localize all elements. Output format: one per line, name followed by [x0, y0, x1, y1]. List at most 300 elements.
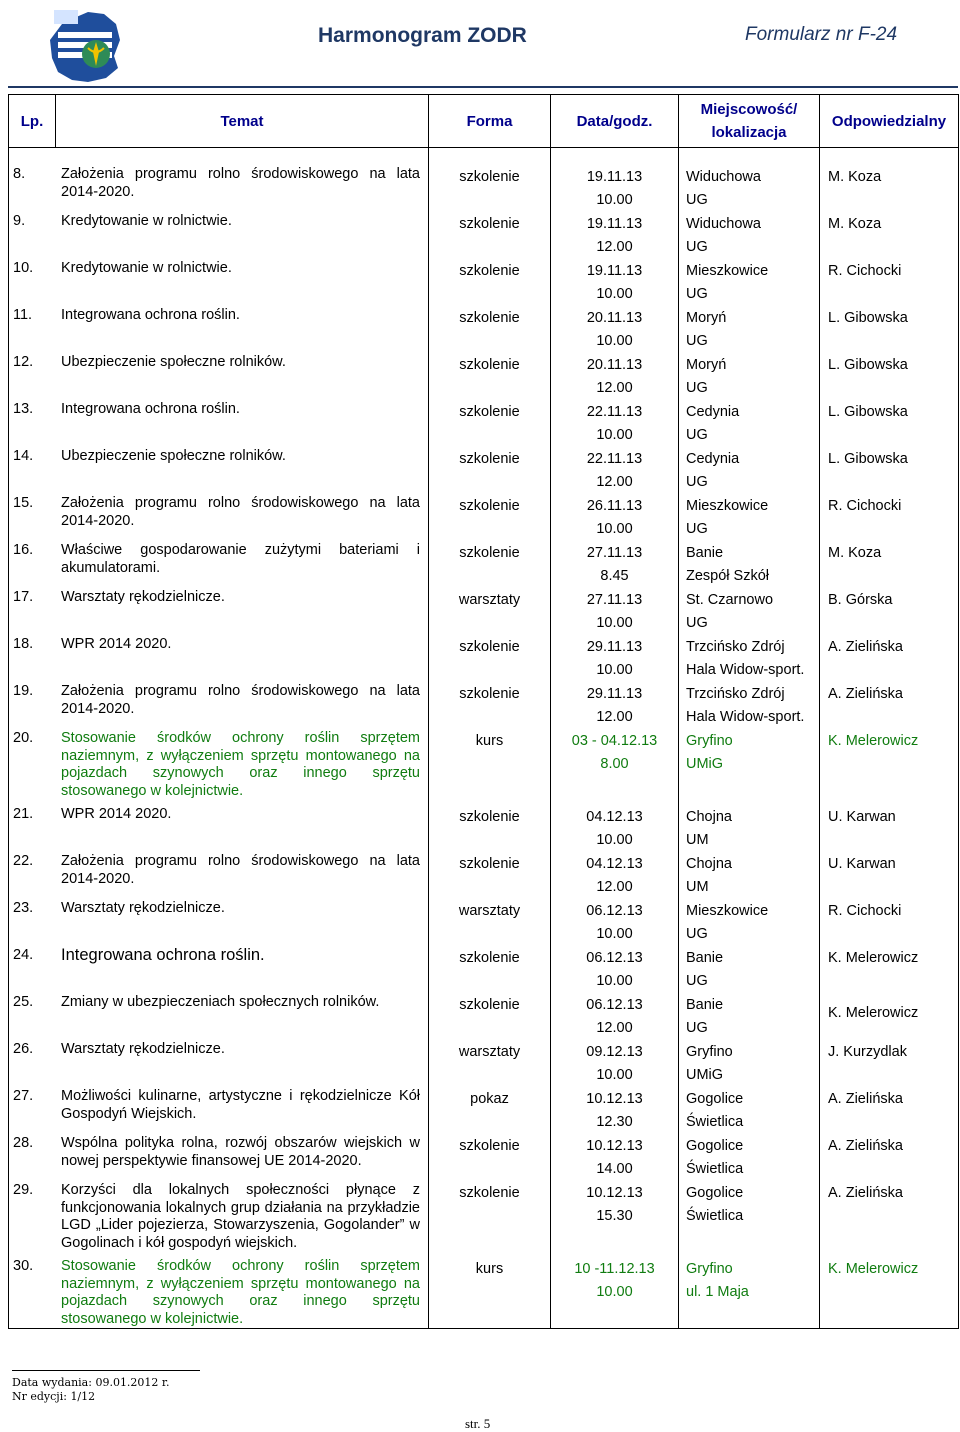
- place: Banie: [686, 545, 724, 561]
- cell-forma: [429, 1258, 551, 1329]
- cell-odpowiedzialny: [820, 806, 959, 853]
- column-header-temat: Temat: [56, 95, 429, 148]
- topic-text: Założenia programu rolno środowiskowego na lata 2014-2020.: [61, 495, 420, 529]
- place: Mieszkowice: [686, 263, 769, 279]
- time: 14.00: [596, 1161, 633, 1177]
- cell-data: [551, 1135, 679, 1182]
- cell-miejscowosc: [679, 354, 820, 401]
- form-type: szkolenie: [459, 809, 520, 825]
- form-type: szkolenie: [459, 169, 520, 185]
- column-header-odpowiedzialny: Odpowiedzialny: [820, 95, 959, 148]
- cell-miejscowosc: [679, 589, 820, 636]
- column-header-lp: Lp.: [9, 95, 56, 148]
- cell-data: [551, 1088, 679, 1135]
- cell-miejscowosc: [679, 1182, 820, 1258]
- time: 10.00: [596, 973, 633, 989]
- topic-text: Kredytowanie w rolnictwie.: [61, 260, 232, 276]
- cell-temat: [9, 1041, 429, 1088]
- odr-emblem-icon: [44, 6, 124, 86]
- responsible-person: K. Melerowicz: [828, 950, 919, 966]
- cell-odpowiedzialny: [820, 401, 959, 448]
- responsible-person: U. Karwan: [828, 809, 896, 825]
- issue-date: Data wydania: 09.01.2012 r.: [12, 1376, 170, 1389]
- cell-temat: [9, 1182, 429, 1258]
- row-number: 22.: [13, 853, 34, 869]
- row-number: 20.: [13, 730, 34, 746]
- cell-forma: [429, 260, 551, 307]
- table-row: [9, 448, 959, 495]
- time: 12.30: [596, 1114, 633, 1130]
- row-number: 30.: [13, 1258, 34, 1274]
- place: Cedynia: [686, 451, 740, 467]
- cell-data: [551, 448, 679, 495]
- time: 12.00: [596, 239, 633, 255]
- row-number: 29.: [13, 1182, 34, 1198]
- form-number: Formularz nr F-24: [745, 24, 898, 45]
- form-type: kurs: [475, 733, 504, 749]
- cell-odpowiedzialny: [820, 260, 959, 307]
- form-type: szkolenie: [459, 357, 520, 373]
- form-type: szkolenie: [459, 1138, 520, 1154]
- form-type: warsztaty: [458, 592, 521, 608]
- cell-data: [551, 589, 679, 636]
- cell-temat: [9, 448, 429, 495]
- cell-temat: [9, 166, 429, 213]
- cell-forma: [429, 730, 551, 806]
- cell-odpowiedzialny: [820, 853, 959, 900]
- time: 10.00: [596, 832, 633, 848]
- footer-divider: [12, 1370, 200, 1371]
- cell-forma: [429, 495, 551, 542]
- cell-forma: [429, 401, 551, 448]
- table-row: [9, 213, 959, 260]
- place: Chojna: [686, 856, 732, 872]
- date: 10.12.13: [586, 1185, 643, 1201]
- schedule-table: [8, 94, 959, 1329]
- cell-odpowiedzialny: [820, 730, 959, 806]
- form-type: szkolenie: [459, 686, 520, 702]
- cell-data: [551, 401, 679, 448]
- row-number: 10.: [13, 260, 34, 276]
- place: St. Czarnowo: [686, 592, 774, 608]
- cell-data: [551, 495, 679, 542]
- topic-text: Ubezpieczenie społeczne rolników.: [61, 354, 286, 370]
- date: 26.11.13: [586, 498, 643, 514]
- cell-temat: [9, 806, 429, 853]
- topic-text: Ubezpieczenie społeczne rolników.: [61, 448, 286, 464]
- cell-forma: [429, 213, 551, 260]
- topic-text: Korzyści dla lokalnych społeczności płynące z funkcjonowania lokalnych grup działania na przykładzie LGD „Lider pojezierza, Stowarzyszenia, Gogolander” w Gogolinach i kół gospodyń wiejskich.: [61, 1182, 420, 1251]
- time: 10.00: [596, 1067, 633, 1083]
- cell-data: [551, 1182, 679, 1258]
- venue: UG: [686, 380, 708, 396]
- time: 10.00: [596, 333, 633, 349]
- cell-data: [551, 354, 679, 401]
- responsible-person: A. Zielińska: [828, 639, 903, 655]
- venue: UG: [686, 926, 708, 942]
- cell-forma: [429, 166, 551, 213]
- row-number: 17.: [13, 589, 34, 605]
- row-number: 13.: [13, 401, 34, 417]
- cell-miejscowosc: [679, 1088, 820, 1135]
- topic-text: Założenia programu rolno środowiskowego na lata 2014-2020.: [61, 683, 420, 717]
- topic-text: Kredytowanie w rolnictwie.: [61, 213, 232, 229]
- venue: UG: [686, 427, 708, 443]
- cell-miejscowosc: [679, 730, 820, 806]
- cell-data: [551, 994, 679, 1041]
- time: 10.00: [596, 1284, 633, 1300]
- column-header-data: Data/godz.: [551, 95, 679, 148]
- cell-odpowiedzialny: [820, 1258, 959, 1329]
- time: 8.00: [600, 756, 629, 772]
- table-row: [9, 683, 959, 730]
- topic-text: Integrowana ochrona roślin.: [61, 307, 240, 323]
- cell-forma: [429, 354, 551, 401]
- cell-odpowiedzialny: [820, 166, 959, 213]
- cell-temat: [9, 260, 429, 307]
- topic-text: Warsztaty rękodzielnicze.: [61, 900, 225, 916]
- place: Widuchowa: [686, 169, 761, 185]
- form-type: szkolenie: [459, 451, 520, 467]
- place: Gryfino: [686, 1261, 733, 1277]
- table-row: [9, 166, 959, 213]
- cell-data: [551, 900, 679, 947]
- form-type: szkolenie: [459, 997, 520, 1013]
- row-number: 18.: [13, 636, 34, 652]
- cell-temat: [9, 730, 429, 806]
- place: Gogolice: [686, 1091, 744, 1107]
- cell-forma: [429, 636, 551, 683]
- table-row: [9, 947, 959, 994]
- cell-temat: [9, 1088, 429, 1135]
- cell-data: [551, 307, 679, 354]
- cell-odpowiedzialny: [820, 307, 959, 354]
- table-body: [9, 148, 959, 1329]
- responsible-person: R. Cichocki: [828, 263, 902, 279]
- table-row: [9, 307, 959, 354]
- time: 10.00: [596, 615, 633, 631]
- page-number: str. 5: [465, 1416, 491, 1431]
- topic-text: Warsztaty rękodzielnicze.: [61, 589, 225, 605]
- header-divider: [8, 86, 958, 88]
- cell-odpowiedzialny: [820, 683, 959, 730]
- responsible-person: L. Gibowska: [828, 404, 908, 420]
- place: Cedynia: [686, 404, 740, 420]
- row-number: 9.: [13, 213, 26, 229]
- table-row: [9, 589, 959, 636]
- responsible-person: L. Gibowska: [828, 451, 908, 467]
- cell-forma: [429, 542, 551, 589]
- form-type: szkolenie: [459, 498, 520, 514]
- cell-odpowiedzialny: [820, 589, 959, 636]
- cell-forma: [429, 1135, 551, 1182]
- cell-miejscowosc: [679, 1258, 820, 1329]
- date: 29.11.13: [586, 686, 643, 702]
- cell-miejscowosc: [679, 806, 820, 853]
- time: 12.00: [596, 1020, 633, 1036]
- table-row: [9, 1182, 959, 1258]
- form-type: szkolenie: [459, 856, 520, 872]
- place: Chojna: [686, 809, 732, 825]
- topic-text: Integrowana ochrona roślin.: [61, 401, 240, 417]
- date: 20.11.13: [586, 357, 643, 373]
- column-header-forma: Forma: [429, 95, 551, 148]
- responsible-person: R. Cichocki: [828, 498, 902, 514]
- place: Widuchowa: [686, 216, 761, 232]
- date: 20.11.13: [586, 310, 643, 326]
- cell-miejscowosc: [679, 683, 820, 730]
- date: 22.11.13: [586, 404, 643, 420]
- place: Banie: [686, 997, 724, 1013]
- cell-odpowiedzialny: [820, 636, 959, 683]
- cell-odpowiedzialny: [820, 994, 959, 1041]
- place: Banie: [686, 950, 724, 966]
- date: 06.12.13: [586, 903, 643, 919]
- time: 10.00: [596, 427, 633, 443]
- row-number: 15.: [13, 495, 34, 511]
- cell-miejscowosc: [679, 947, 820, 994]
- cell-odpowiedzialny: [820, 1041, 959, 1088]
- cell-forma: [429, 1088, 551, 1135]
- responsible-person: K. Melerowicz: [828, 1261, 919, 1277]
- cell-miejscowosc: [679, 636, 820, 683]
- responsible-person: A. Zielińska: [828, 1185, 903, 1201]
- venue: UMiG: [686, 756, 724, 772]
- topic-text: Wspólna polityka rolna, rozwój obszarów wiejskich w nowej perspektywie finansowej UE 2014-2020.: [61, 1135, 420, 1169]
- cell-miejscowosc: [679, 900, 820, 947]
- cell-odpowiedzialny: [820, 213, 959, 260]
- venue: UG: [686, 615, 708, 631]
- cell-forma: [429, 589, 551, 636]
- row-number: 14.: [13, 448, 34, 464]
- cell-odpowiedzialny: [820, 542, 959, 589]
- cell-temat: [9, 853, 429, 900]
- cell-data: [551, 1041, 679, 1088]
- cell-miejscowosc: [679, 307, 820, 354]
- cell-odpowiedzialny: [820, 1135, 959, 1182]
- cell-temat: [9, 683, 429, 730]
- date: 04.12.13: [586, 856, 643, 872]
- place: Trzcińsko Zdrój: [686, 639, 785, 655]
- time: 12.00: [596, 879, 633, 895]
- venue: UM: [686, 832, 709, 848]
- responsible-person: K. Melerowicz: [828, 1005, 919, 1021]
- venue: UG: [686, 239, 708, 255]
- cell-temat: [9, 947, 429, 994]
- cell-forma: [429, 1182, 551, 1258]
- table-row: [9, 730, 959, 806]
- responsible-person: M. Koza: [828, 545, 882, 561]
- row-number: 11.: [13, 307, 33, 323]
- date: 29.11.13: [586, 639, 643, 655]
- topic-text: Warsztaty rękodzielnicze.: [61, 1041, 225, 1057]
- cell-miejscowosc: [679, 401, 820, 448]
- table-row: [9, 542, 959, 589]
- form-type: warsztaty: [458, 1044, 521, 1060]
- topic-text: Założenia programu rolno środowiskowego na lata 2014-2020.: [61, 166, 420, 200]
- topic-text: Założenia programu rolno środowiskowego na lata 2014-2020.: [61, 853, 420, 887]
- responsible-person: L. Gibowska: [828, 357, 908, 373]
- venue: Świetlica: [686, 1208, 744, 1224]
- cell-miejscowosc: [679, 495, 820, 542]
- cell-forma: [429, 683, 551, 730]
- table-row: [9, 994, 959, 1041]
- place: Mieszkowice: [686, 498, 769, 514]
- date: 10 -11.12.13: [574, 1261, 655, 1277]
- date: 27.11.13: [586, 545, 643, 561]
- cell-miejscowosc: [679, 853, 820, 900]
- responsible-person: M. Koza: [828, 216, 882, 232]
- place: Mieszkowice: [686, 903, 769, 919]
- venue: UG: [686, 192, 708, 208]
- cell-forma: [429, 994, 551, 1041]
- time: 15.30: [596, 1208, 633, 1224]
- time: 8.45: [600, 568, 629, 584]
- cell-data: [551, 806, 679, 853]
- cell-forma: [429, 947, 551, 994]
- venue: UG: [686, 474, 708, 490]
- cell-data: [551, 683, 679, 730]
- cell-temat: [9, 589, 429, 636]
- place: Moryń: [686, 310, 727, 326]
- cell-miejscowosc: [679, 213, 820, 260]
- column-header-miejscowosc: Miejscowość/ lokalizacja: [679, 95, 820, 148]
- date: 19.11.13: [586, 216, 643, 232]
- cell-temat: [9, 1258, 429, 1329]
- cell-data: [551, 947, 679, 994]
- cell-data: [551, 542, 679, 589]
- venue: UG: [686, 333, 708, 349]
- cell-odpowiedzialny: [820, 900, 959, 947]
- topic-text: Zmiany w ubezpieczeniach społecznych rolników.: [61, 994, 380, 1010]
- row-number: 26.: [13, 1041, 34, 1057]
- cell-odpowiedzialny: [820, 947, 959, 994]
- cell-temat: [9, 495, 429, 542]
- time: 12.00: [596, 474, 633, 490]
- row-number: 12.: [13, 354, 34, 370]
- responsible-person: A. Zielińska: [828, 1138, 903, 1154]
- venue: Hala Widow-sport.: [686, 662, 805, 678]
- topic-text: Możliwości kulinarne, artystyczne i rękodzielnicze Kół Gospodyń Wiejskich.: [61, 1088, 420, 1122]
- form-type: szkolenie: [459, 216, 520, 232]
- cell-odpowiedzialny: [820, 1182, 959, 1258]
- table-row: [9, 1041, 959, 1088]
- venue: UG: [686, 521, 708, 537]
- table-row: [9, 495, 959, 542]
- cell-temat: [9, 900, 429, 947]
- responsible-person: A. Zielińska: [828, 1091, 903, 1107]
- row-number: 19.: [13, 683, 34, 699]
- cell-odpowiedzialny: [820, 1088, 959, 1135]
- venue: Hala Widow-sport.: [686, 709, 805, 725]
- row-number: 24.: [13, 947, 34, 963]
- table-row: [9, 354, 959, 401]
- row-number: 27.: [13, 1088, 34, 1104]
- table-row: [9, 853, 959, 900]
- cell-data: [551, 1258, 679, 1329]
- form-type: szkolenie: [459, 310, 520, 326]
- row-number: 23.: [13, 900, 34, 916]
- cell-temat: [9, 1135, 429, 1182]
- cell-miejscowosc: [679, 994, 820, 1041]
- form-type: szkolenie: [459, 404, 520, 420]
- table-header-row: [9, 95, 959, 148]
- venue: ul. 1 Maja: [686, 1284, 749, 1300]
- venue: UM: [686, 879, 709, 895]
- topic-text: Właściwe gospodarowanie zużytymi bateriami i akumulatorami.: [61, 542, 420, 576]
- responsible-person: K. Melerowicz: [828, 733, 919, 749]
- venue: UG: [686, 286, 708, 302]
- form-type: pokaz: [470, 1091, 509, 1107]
- table-row: [9, 636, 959, 683]
- cell-data: [551, 853, 679, 900]
- venue: Świetlica: [686, 1161, 744, 1177]
- cell-data: [551, 260, 679, 307]
- cell-data: [551, 166, 679, 213]
- form-type: szkolenie: [459, 545, 520, 561]
- form-type: szkolenie: [459, 263, 520, 279]
- row-number: 28.: [13, 1135, 34, 1151]
- place: Gryfino: [686, 1044, 733, 1060]
- cell-odpowiedzialny: [820, 448, 959, 495]
- date: 09.12.13: [586, 1044, 643, 1060]
- cell-forma: [429, 307, 551, 354]
- cell-temat: [9, 354, 429, 401]
- date: 19.11.13: [586, 263, 643, 279]
- cell-temat: [9, 994, 429, 1041]
- topic-text: Integrowana ochrona roślin.: [61, 946, 265, 964]
- form-type: szkolenie: [459, 950, 520, 966]
- date: 22.11.13: [586, 451, 643, 467]
- venue: Zespół Szkół: [686, 568, 770, 584]
- cell-forma: [429, 448, 551, 495]
- time: 10.00: [596, 521, 633, 537]
- time: 12.00: [596, 709, 633, 725]
- venue: Świetlica: [686, 1114, 744, 1130]
- form-type: warsztaty: [458, 903, 521, 919]
- table-spacer-row: [9, 148, 959, 167]
- venue: UG: [686, 973, 708, 989]
- cell-forma: [429, 853, 551, 900]
- time: 10.00: [596, 192, 633, 208]
- cell-miejscowosc: [679, 166, 820, 213]
- cell-forma: [429, 806, 551, 853]
- cell-miejscowosc: [679, 448, 820, 495]
- responsible-person: U. Karwan: [828, 856, 896, 872]
- place: Gogolice: [686, 1185, 744, 1201]
- date: 10.12.13: [586, 1138, 643, 1154]
- date: 06.12.13: [586, 997, 643, 1013]
- page-header: [0, 0, 960, 88]
- row-number: 21.: [13, 806, 34, 822]
- place: Gogolice: [686, 1138, 744, 1154]
- date: 19.11.13: [586, 169, 643, 185]
- cell-temat: [9, 307, 429, 354]
- document-title: Harmonogram ZODR: [318, 24, 527, 47]
- date: 10.12.13: [586, 1091, 643, 1107]
- responsible-person: A. Zielińska: [828, 686, 903, 702]
- time: 10.00: [596, 926, 633, 942]
- table-row: [9, 900, 959, 947]
- cell-temat: [9, 401, 429, 448]
- time: 10.00: [596, 286, 633, 302]
- date: 06.12.13: [586, 950, 643, 966]
- cell-odpowiedzialny: [820, 495, 959, 542]
- table-row: [9, 1088, 959, 1135]
- cell-data: [551, 213, 679, 260]
- table-row: [9, 1135, 959, 1182]
- row-number: 25.: [13, 994, 34, 1010]
